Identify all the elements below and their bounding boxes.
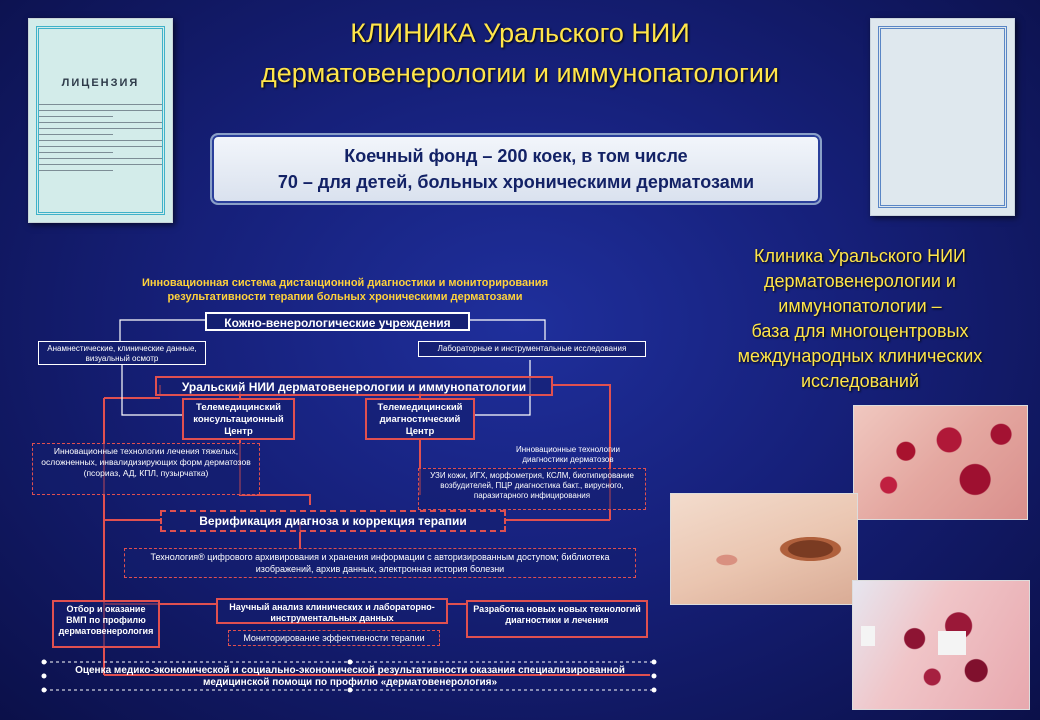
institute-box: Уральский НИИ дерматовенерологии и иммунопатологии [155, 376, 553, 396]
bed-capacity-line2: 70 – для детей, больных хроническими дерматозами [277, 172, 755, 192]
innovative-treatment-box [32, 443, 260, 495]
license-heading: ЛИЦЕНЗИЯ [61, 77, 140, 89]
innovative-treatment-examples: (псориаз, АД, КПЛ, пузырчатка) [83, 468, 209, 478]
verification-box: Верификация диагноза и коррекция терапии [160, 510, 506, 532]
monitoring-box: Мониторирование эффективности терапии [228, 630, 440, 646]
tele-diag-box: Телемедицинский диагностический Центр [365, 398, 475, 440]
diagram-heading-line2: результативности терапии больных хроническими дерматозами [167, 291, 523, 303]
clinic-description-line: база для многоцентровых [751, 321, 969, 341]
vmp-box: Отбор и оказание ВМП по профилю дерматовенерология [52, 600, 160, 648]
clinic-description-line: дерматовенерологии и [764, 271, 956, 291]
lab-box: Лабораторные и инструментальные исследования [418, 341, 646, 357]
anamnesis-box: Анамнестические, клинические данные, визуальный осмотр [38, 341, 206, 365]
clinic-description-line: исследований [800, 371, 920, 391]
clinic-description-line: Клиника Уральского НИИ [754, 246, 966, 266]
clinic-description-line: иммунопатологии – [778, 296, 942, 316]
page-title-line2: дерматовенерологии и иммунопатологии [261, 58, 779, 88]
page-title-line1: КЛИНИКА Уральского НИИ [350, 18, 690, 48]
clinic-description-line: международных клинических [737, 346, 983, 366]
innovative-treatment-text: Инновационные технологии лечения тяжелых, осложненных, инвалидизирующих форм дерматозов [41, 446, 251, 467]
analysis-box: Научный анализ клинических и лабораторно-инструментальных данных [216, 598, 448, 624]
bed-capacity-line1: Коечный фонд – 200 коек, в том числе [344, 146, 688, 166]
archive-box: Технология® цифрового архивирования и хранения информации с авторизированным доступом; библиотека изображений, архив данных, электронная история болезни [124, 548, 636, 578]
new-tech-box: Разработка новых новых технологий диагностики и лечения [466, 600, 648, 638]
methods-box: УЗИ кожи, ИГХ, морфометрия, КСЛМ, биотипирование возбудителей, ПЦР диагностика бакт., вирусного, паразитарного инфицирования [418, 468, 646, 510]
tele-consult-box: Телемедицинский консультационный Центр [182, 398, 295, 440]
innovative-diagnostics-box: Инновационные технологии диагностики дерматозов [515, 445, 620, 464]
diagram-heading-line1: Инновационная система дистанционной диагностики и мониторирования [141, 277, 548, 289]
institutions-box: Кожно-венерологические учреждения [205, 312, 470, 331]
assessment-text: Оценка медико-экономической и социально-экономической результативности оказания специализированной медицинской помощи по профилю «дерматовенерология» [75, 665, 625, 688]
